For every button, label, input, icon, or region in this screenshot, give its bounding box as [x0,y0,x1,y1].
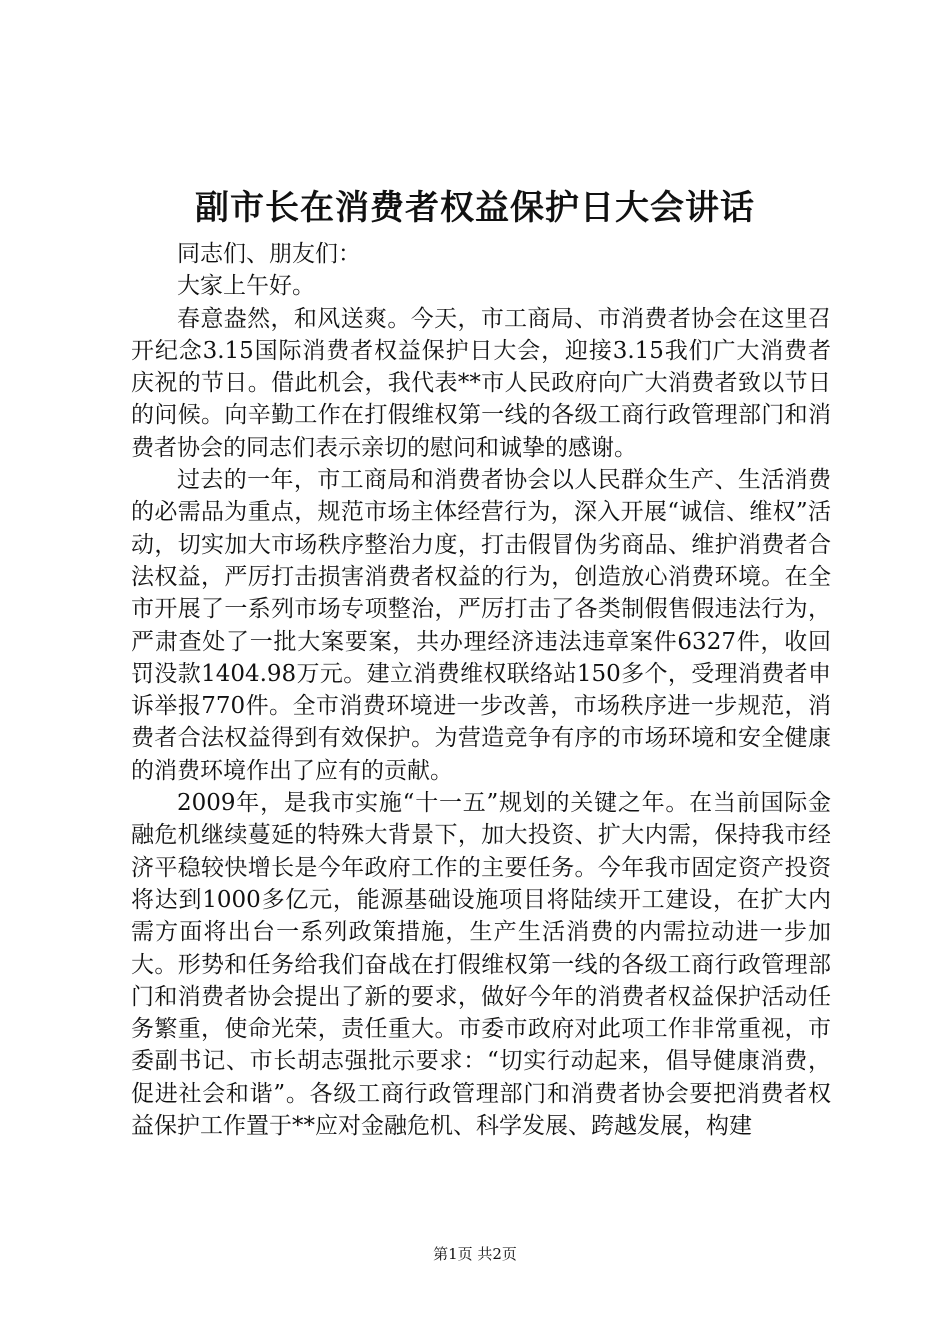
greeting: 大家上午好。 [177,273,315,300]
page-footer: 第1页 共2页 [433,1245,517,1263]
document-title: 副市长在消费者权益保护日大会讲话 [195,188,755,228]
paragraph-2009: 2009年，是我市实施“十一五”规划的关键之年。在当前国际金融危机继续蔓延的特殊大背景下，加大投资、扩大内需，保持我市经济平稳较快增长是今年政府工作的主要任务。今年我市固定资产投资将达到1000多亿元，能源基础设施项目将陆续开工建设，在扩大内需方面将出台一系列政策措施，生产生活消费的内需拉动进一步加大。形势和任务给我们奋战在打假维权第一线的各级工商行政管理部门和消费者协会提出了新的要求，做好今年的消费者权益保护活动任务繁重，使命光荣，责任重大。市委市政府对此项工作非常重视，市委副书记、市长胡志强批示要求：“切实行动起来，倡导健康消费，促进社会和谐”。各级工商行政管理部门和消费者协会要把消费者权益保护工作置于**应对金融危机、科学发展、跨越发展，构建 [131,790,831,1140]
document-body [131,238,831,1142]
paragraph-review: 过去的一年，市工商局和消费者协会以人民群众生产、生活消费的必需品为重点，规范市场主体经营行为，深入开展“诚信、维权”活动，切实加大市场秩序整治力度，打击假冒伪劣商品、维护消费者合法权益，严厉打击损害消费者权益的行为，创造放心消费环境。在全市开展了一系列市场专项整治，严厉打击了各类制假售假违法行为，严肃查处了一批大案要案，共办理经济违法违章案件6327件，收回罚没款1404.98万元。建立消费维权联络站150多个，受理消费者申诉举报770件。全市消费环境进一步改善，市场秩序进一步规范，消费者合法权益得到有效保护。为营造竞争有序的市场环境和安全健康的消费环境作出了应有的贡献。 [131,467,831,784]
paragraph-intro: 春意盎然，和风送爽。今天，市工商局、市消费者协会在这里召开纪念3.15国际消费者权益保护日大会，迎接3.15我们广大消费者庆祝的节日。借此机会，我代表**市人民政府向广大消费者致以节日的问候。向辛勤工作在打假维权第一线的各级工商行政管理部门和消费者协会的同志们表示亲切的慰问和诚挚的感谢。 [131,305,831,461]
salutation: 同志们、朋友们： [177,241,361,267]
